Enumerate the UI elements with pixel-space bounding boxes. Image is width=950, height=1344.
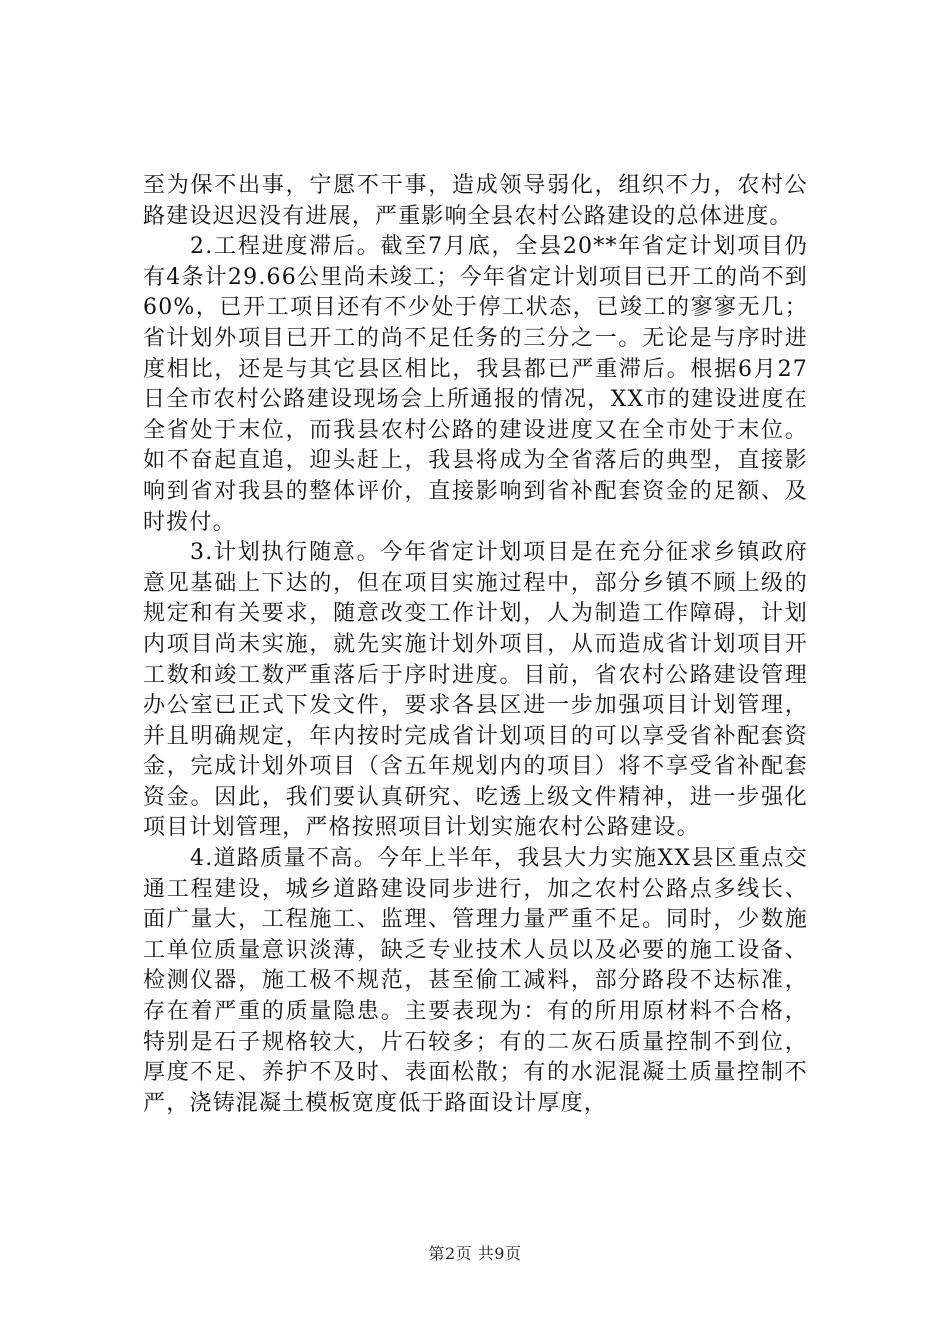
paragraph-4-road-quality: 4.道路质量不高。今年上半年，我县大力实施XX县区重点交通工程建设，城乡道路建设同步进行，加之农村公路点多线长、面广量大，工程施工、监理、管理力量严重不足。同时，少数施工单位质量意识淡薄，缺乏专业技术人员以及必要的施工设备、检测仪器，施工极不规范，甚至偷工减料，部分路段不达标准，存在着严重的质量隐患。主要表现为：有的所用原材料不合格，特别是石子规格较大，片石较多；有的二灰石质量控制不到位，厚度不足、养护不及时、表面松散；有的水泥混凝土质量控制不严，浇铸混凝土模板宽度低于路面设计厚度， [143, 846, 808, 1116]
paragraph-3-plan-execution: 3.计划执行随意。今年省定计划项目是在充分征求乡镇政府意见基础上下达的，但在项目实施过程中，部分乡镇不顾上级的规定和有关要求，随意改变工作计划，人为制造工作障碍，计划内项目尚未实施，就先实施计划外项目，从而造成省计划项目开工数和竣工数严重落后于序时进度。目前，省农村公路建设管理办公室已正式下发文件，要求各县区进一步加强项目计划管理，并且明确规定，年内按时完成省计划项目的可以享受省补配套资金，完成计划外项目（含五年规划内的项目）将不享受省补配套资金。因此，我们要认真研究、吃透上级文件精神，进一步强化项目计划管理，严格按照项目计划实施农村公路建设。 [143, 540, 808, 841]
document-body [143, 171, 808, 1119]
page-number-footer: 第2页 共9页 [428, 1244, 522, 1263]
paragraph-2-schedule-delay: 2.工程进度滞后。截至7月底，全县20**年省定计划项目仍有4条计29.66公里尚未竣工；今年省定计划项目已开工的尚不到60%，已开工项目还有不少处于停工状态，已竣工的寥寥无几；省计划外项目已开工的尚不足任务的三分之一。无论是与序时进度相比，还是与其它县区相比，我县都已严重滞后。根据6月27日全市农村公路建设现场会上所通报的情况，XX市的建设进度在全省处于末位，而我县农村公路的建设进度又在全市处于末位。如不奋起直追，迎头赶上，我县将成为全省落后的典型，直接影响到省对我县的整体评价，直接影响到省补配套资金的足额、及时拨付。 [143, 234, 808, 535]
paragraph-continuation: 至为保不出事，宁愿不干事，造成领导弱化，组织不力，农村公路建设迟迟没有进展，严重影响全县农村公路建设的总体进度。 [143, 173, 808, 229]
